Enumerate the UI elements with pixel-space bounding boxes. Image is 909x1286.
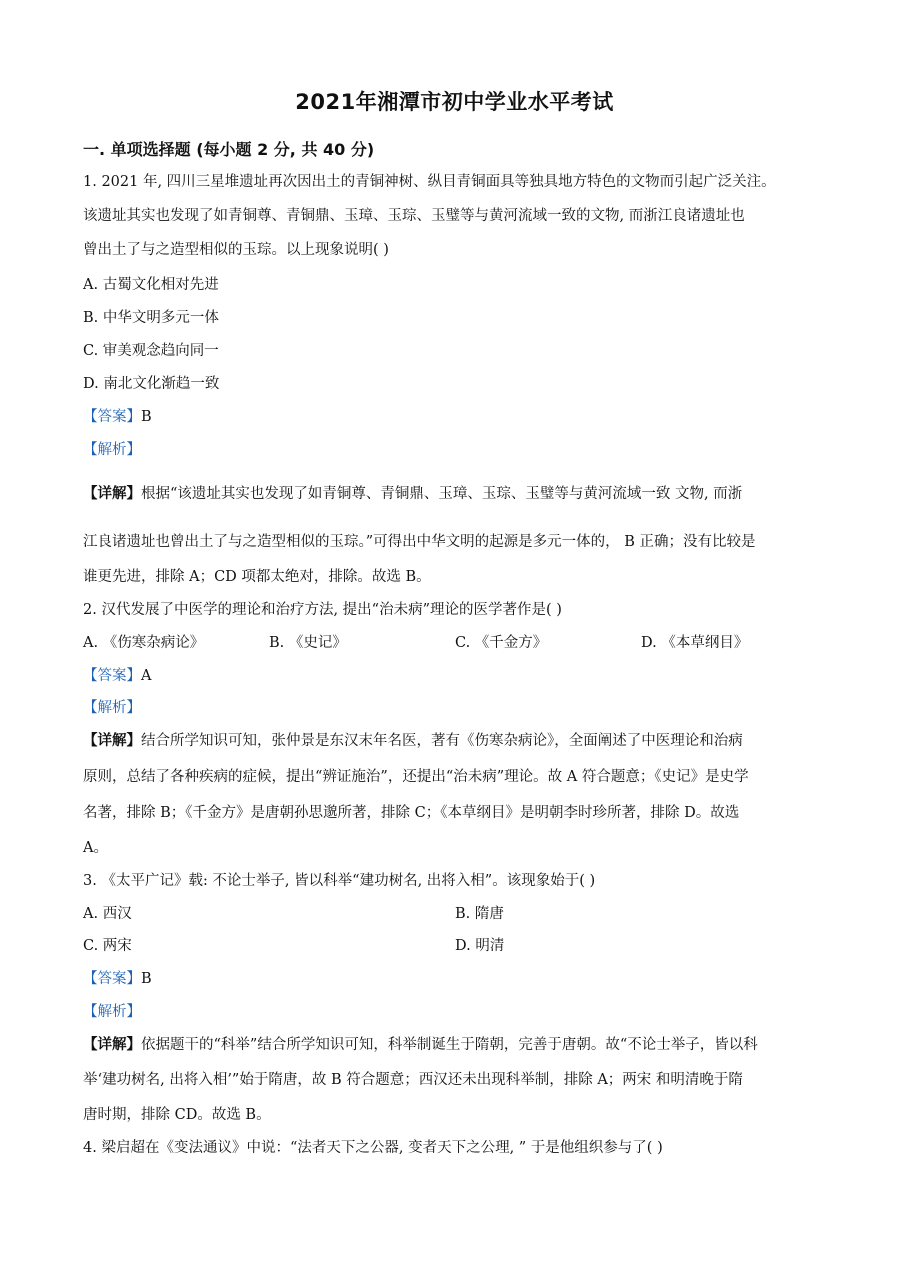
q3-option-d: D. 明清 <box>455 938 505 954</box>
q1-analysis <box>83 440 141 460</box>
q1-stem-line-3: 曾出土了与之造型相似的玉琮。以上现象说明( ) <box>83 242 389 258</box>
q1-option-a: A. 古蜀文化相对先进 <box>83 277 219 293</box>
q3-answer <box>83 969 152 989</box>
q1-option-d: D. 南北文化渐趋一致 <box>83 376 220 392</box>
q3-detail-line-2: 举‘建功树名, 出将入相’”始于隋唐，故 B 符合题意；西汉还未出现科举制，排除 A；两宋 和明清晚于隋 <box>83 1072 743 1088</box>
q3-option-a: A. 西汉 <box>83 906 132 922</box>
page-title: 2021年湘潭市初中学业水平考试 <box>295 90 614 114</box>
q2-answer-value: A <box>141 668 152 684</box>
q1-detail-line-1 <box>83 484 742 504</box>
q1-stem-line-1: 1. 2021 年, 四川三星堆遗址再次因出土的青铜神树、纵目青铜面具等独具地方特色的文物而引起广泛关注。 <box>83 174 776 190</box>
q3-detail-line-3: 唐时期，排除 CD。故选 B。 <box>83 1107 271 1123</box>
q1-detail-line-2: 江良诸遗址也曾出土了与之造型相似的玉琮。”可得出中华文明的起源是多元一体的， B 正确；没有比较是 <box>83 534 756 550</box>
q2-answer <box>83 666 151 686</box>
q1-detail-line-3: 谁更先进，排除 A；CD 项都太绝对，排除。故选 B。 <box>83 569 431 585</box>
q2-option-c: C. 《千金方》 <box>455 635 548 651</box>
detail-tag: 【详解】 <box>83 732 141 749</box>
q3-option-c: C. 两宋 <box>83 938 132 954</box>
q1-option-b: B. 中华文明多元一体 <box>83 310 219 326</box>
q1-answer <box>83 407 152 427</box>
q4-stem: 4. 梁启超在《变法通议》中说：“法者天下之公器, 变者天下之公理, ” 于是他组织参与了( ) <box>83 1140 663 1156</box>
analysis-tag: 【解析】 <box>83 700 141 716</box>
q1-option-c: C. 审美观念趋向同一 <box>83 343 219 359</box>
q3-option-b: B. 隋唐 <box>455 906 504 922</box>
q1-answer-value: B <box>141 409 152 425</box>
q2-detail-line-3: 名著，排除 B；《千金方》是唐朝孙思邈所著，排除 C；《本草纲目》是明朝李时珍所著，排除 D。故选 <box>83 805 740 821</box>
q3-answer-value: B <box>141 971 152 987</box>
q2-analysis <box>83 698 141 718</box>
q2-detail-line-1 <box>83 731 743 751</box>
detail-tag: 【详解】 <box>83 485 141 502</box>
q1-detail-text-1: 根据“该遗址其实也发现了如青铜尊、青铜鼎、玉璋、玉琮、玉璧等与黄河流域一致 文物, 而浙 <box>141 486 743 502</box>
q2-option-b: B. 《史记》 <box>269 635 347 651</box>
q3-analysis <box>83 1002 141 1022</box>
answer-tag: 【答案】 <box>83 409 141 425</box>
q2-detail-line-2: 原则，总结了各种疾病的症候，提出“辨证施治”，还提出“治未病”理论。故 A 符合题意；《史记》是史学 <box>83 769 749 785</box>
q2-stem: 2. 汉代发展了中医学的理论和治疗方法, 提出“治未病”理论的医学著作是( ) <box>83 602 562 618</box>
q2-option-a: A. 《伤寒杂病论》 <box>83 635 205 651</box>
q2-detail-text-1: 结合所学知识可知，张仲景是东汉末年名医，著有《伤寒杂病论》，全面阐述了中医理论和治病 <box>141 733 743 749</box>
q3-detail-line-1 <box>83 1035 758 1055</box>
detail-tag: 【详解】 <box>83 1036 141 1053</box>
answer-tag: 【答案】 <box>83 668 141 684</box>
q2-detail-line-4: A。 <box>83 840 108 856</box>
q3-detail-text-1: 依据题干的“科举”结合所学知识可知，科举制诞生于隋朝，完善于唐朝。故“不论士举子，皆以科 <box>141 1037 758 1053</box>
analysis-tag: 【解析】 <box>83 442 141 458</box>
q1-stem-line-2: 该遗址其实也发现了如青铜尊、青铜鼎、玉璋、玉琮、玉璧等与黄河流域一致的文物, 而浙江良诸遗址也 <box>83 208 745 224</box>
section-heading: 一. 单项选择题 (每小题 2 分, 共 40 分) <box>83 140 375 159</box>
analysis-tag: 【解析】 <box>83 1004 141 1020</box>
q3-stem: 3. 《太平广记》载: 不论士举子, 皆以科举“建功树名, 出将入相”。该现象始于( ) <box>83 873 596 889</box>
answer-tag: 【答案】 <box>83 971 141 987</box>
q2-option-d: D. 《本草纲目》 <box>641 635 749 651</box>
